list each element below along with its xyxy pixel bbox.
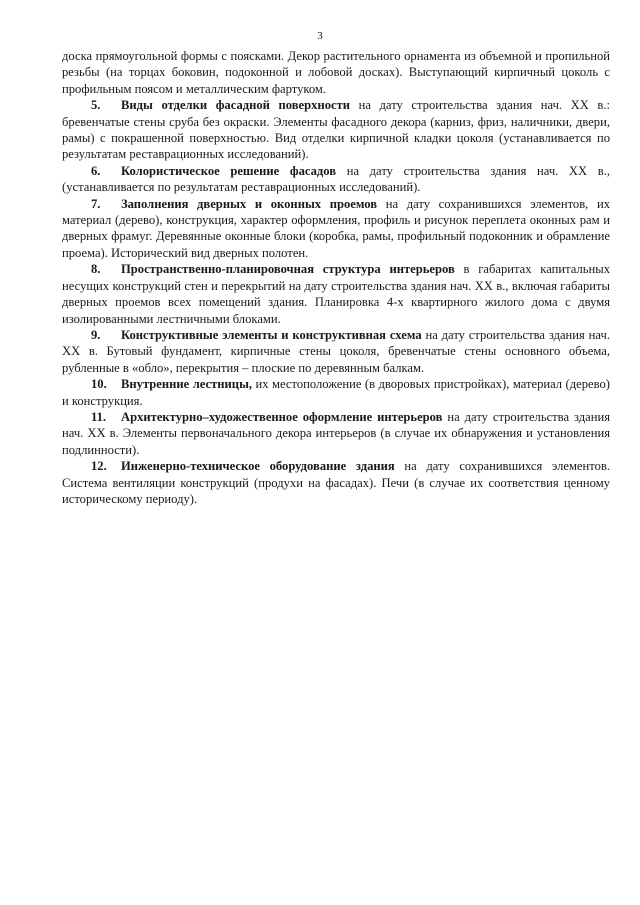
document-body xyxy=(62,48,610,507)
item-text: на дату строительства здания нач. XX в. Бутовый фундамент, кирпичные стены цоколя, бревенчатые стены основного объема, рубленные в «обло», перекрытия – плоские по деревянным балкам. xyxy=(62,327,610,375)
intro-paragraph: доска прямоугольной формы с поясками. Декор растительного орнамента из объемной и пропильной резьбы (на торцах боковин, подоконной и лобовой досках). Выступающий кирпичный цоколь с профильным поясом и металлическим фартуком. xyxy=(62,49,610,96)
item-number: 12. xyxy=(91,459,107,474)
item-number: 7. xyxy=(91,196,101,211)
item-text: на дату строительства здания нач. XX в.: бревенчатые стены сруба без окраски. Элементы фасадного декора (карниз, фриз, наличники, двери, рамы) с покрашенной поверхностью. Вид отделки кирпичной кладки цоколя (устанавливается по результатам реставрационных исследований). xyxy=(62,98,610,162)
item-heading: Пространственно-планировочная структура интерьеров xyxy=(121,262,455,277)
list-item xyxy=(62,409,610,458)
item-text: на дату сохранившихся элементов. Система вентиляции конструкций (продухи на фасадах). Печи (в случае их соответствия ценному историческому периоду). xyxy=(62,459,610,506)
item-heading: Колористическое решение фасадов xyxy=(121,163,337,178)
list-item xyxy=(62,261,610,327)
item-heading: Архитектурно–художественное оформление интерьеров xyxy=(121,409,443,424)
item-heading: Внутренние лестницы, xyxy=(121,377,253,392)
page-number: 3 xyxy=(317,30,323,42)
list-item xyxy=(62,327,610,376)
item-heading: Инженерно-техническое оборудование здания xyxy=(121,459,395,474)
item-heading: Заполнения дверных и оконных проемов xyxy=(121,196,378,211)
item-text: их местоположение (в дворовых пристройках), материал (дерево) и конструкция. xyxy=(62,377,610,408)
item-number: 5. xyxy=(91,98,101,113)
item-number: 9. xyxy=(91,327,101,342)
item-text: на дату сохранившихся элементов, их материал (дерево), конструкция, характер оформления, профиль и рисунок переплета оконных рам и дверных фрамуг. Деревянные оконные блоки (коробка, рамы, профильный подоконник и обрамление проема). Исторический вид дверных полотен. xyxy=(62,196,610,260)
item-text: на дату строительства здания нач. XX в. Элементы первоначального декора интерьеров (в случае их обнаружения и установления подлинности). xyxy=(62,409,610,457)
item-number: 6. xyxy=(91,163,101,178)
list-item xyxy=(62,458,610,507)
item-text: на дату строительства здания нач. XX в., (устанавливается по результатам реставрационных исследований). xyxy=(62,163,610,195)
item-number: 8. xyxy=(91,262,101,277)
list-item xyxy=(62,97,610,163)
item-number: 10. xyxy=(91,377,107,392)
item-heading: Виды отделки фасадной поверхности xyxy=(121,98,351,113)
list-item xyxy=(62,196,610,262)
item-heading: Конструктивные элементы и конструктивная схема xyxy=(121,327,422,342)
list-item xyxy=(62,163,610,196)
item-text: в габаритах капитальных несущих конструкций стен и перекрытий на дату строительства здания нач. XX в., включая габариты дверных проемов всех помещений здания. Планировка 4-х квартирного жилого дома с двумя изолированными лестничными блоками. xyxy=(62,262,610,326)
item-number: 11. xyxy=(91,409,107,424)
list-item xyxy=(62,376,610,409)
